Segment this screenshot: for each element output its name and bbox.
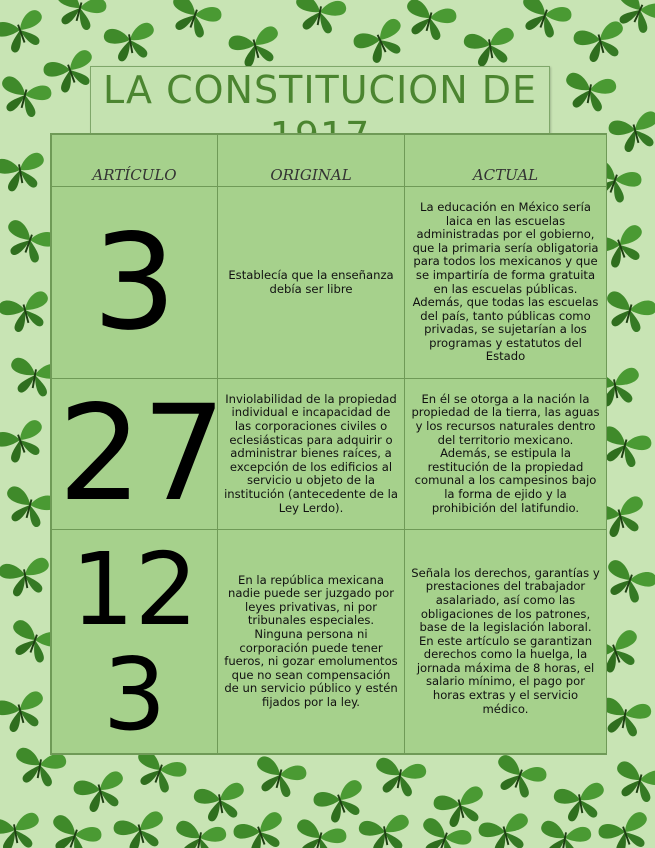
butterfly-icon: [432, 785, 490, 831]
butterfly-icon: [44, 813, 103, 848]
butterfly-icon: [50, 0, 108, 34]
butterfly-icon: [292, 0, 348, 36]
butterfly-icon: [489, 753, 548, 802]
article-number-line1: 12: [70, 530, 199, 648]
butterfly-icon: [553, 782, 609, 824]
actual-text: La educación en México sería laica en las escuelas administradas por el gobierno, que la primaria sería obligatoria para todos los mexicanos y que se impartiría de forma gratuita en las escuelas públicas. Además, que todas las escuelas del país, tanto públicas como privadas, se sujetarían a los programas y estatutos del Estado: [405, 187, 607, 379]
butterfly-icon: [572, 20, 630, 66]
butterfly-icon: [0, 290, 55, 336]
butterfly-icon: [193, 782, 249, 824]
butterfly-icon: [610, 760, 655, 806]
article-number: 3: [52, 187, 218, 379]
butterfly-icon: [72, 770, 130, 816]
butterfly-icon: [0, 152, 48, 194]
butterfly-icon: [129, 748, 188, 797]
butterfly-icon: [599, 558, 655, 607]
header-actual: ACTUAL: [405, 135, 607, 187]
table-header-row: [52, 135, 607, 187]
actual-text: En él se otorga a la nación la propiedad de la tierra, las aguas y los recursos naturales dentro del territorio mexicano. Además, se estipula la restitución de la propiedad comunal a los campesinos bajo la forma de ejido y la prohibición del latifundio.: [405, 379, 607, 530]
butterfly-icon: [227, 25, 285, 71]
butterfly-icon: [0, 8, 51, 57]
butterfly-icon: [607, 110, 655, 156]
butterfly-icon: [463, 27, 519, 69]
article-number: [52, 530, 218, 754]
butterfly-icon: [351, 16, 411, 68]
butterfly-icon: [164, 0, 223, 42]
butterfly-icon: [0, 812, 43, 848]
butterfly-icon: [596, 810, 655, 848]
header-article: ARTÍCULO: [52, 135, 218, 187]
butterfly-icon: [0, 418, 51, 467]
original-text: Inviolabilidad de la propiedad individual e incapacidad de las corporaciones civiles o eclesiásticas para adquirir o administrar bienes raíces, a excepción de los edificios al servicio u objeto de la institución (antecedente de la Ley Lerdo).: [218, 379, 405, 530]
butterfly-icon: [514, 0, 573, 42]
table-row: [52, 379, 607, 530]
butterfly-icon: [0, 75, 53, 121]
original-text: Establecía que la enseñanza debía ser libre: [218, 187, 405, 379]
butterfly-icon: [231, 810, 290, 848]
table-row: [52, 530, 607, 754]
constitution-table: [50, 133, 607, 755]
butterfly-icon: [372, 757, 428, 799]
page-title: LA CONSTITUCION DE: [90, 66, 550, 162]
butterfly-icon: [562, 72, 618, 114]
table-row: [52, 187, 607, 379]
article-number-line2: 3: [102, 635, 167, 753]
butterfly-icon: [477, 812, 535, 848]
butterfly-icon: [600, 290, 655, 336]
butterfly-icon: [112, 810, 170, 848]
butterfly-icon: [250, 755, 308, 801]
original-text: En la república mexicana nadie puede ser juzgado por leyes privativas, ni por tribunales especiales. Ninguna persona ni corporación puede tener fueros, ni gozar emolumentos que no sean compensación de un servicio público y estén fijados por la ley.: [218, 530, 405, 754]
header-original: ORIGINAL: [218, 135, 405, 187]
butterfly-icon: [537, 820, 593, 848]
butterfly-icon: [103, 22, 159, 64]
butterfly-icon: [290, 818, 348, 848]
butterfly-icon: [414, 816, 473, 848]
butterfly-icon: [172, 820, 228, 848]
article-number: 27: [52, 379, 218, 530]
butterfly-icon: [0, 690, 50, 736]
butterfly-icon: [311, 778, 370, 827]
butterfly-icon: [0, 557, 53, 599]
actual-text: Señala los derechos, garantías y prestaciones del trabajador asalariado, así como las obligaciones de los patrones, base de la legislación laboral. En este artículo se garantizan derechos como la huelga, la jornada máxima de 8 horas, el salario mínimo, el pago por horas extras y el servicio médico.: [405, 530, 607, 754]
butterfly-icon: [358, 814, 414, 848]
butterfly-icon: [400, 0, 458, 44]
